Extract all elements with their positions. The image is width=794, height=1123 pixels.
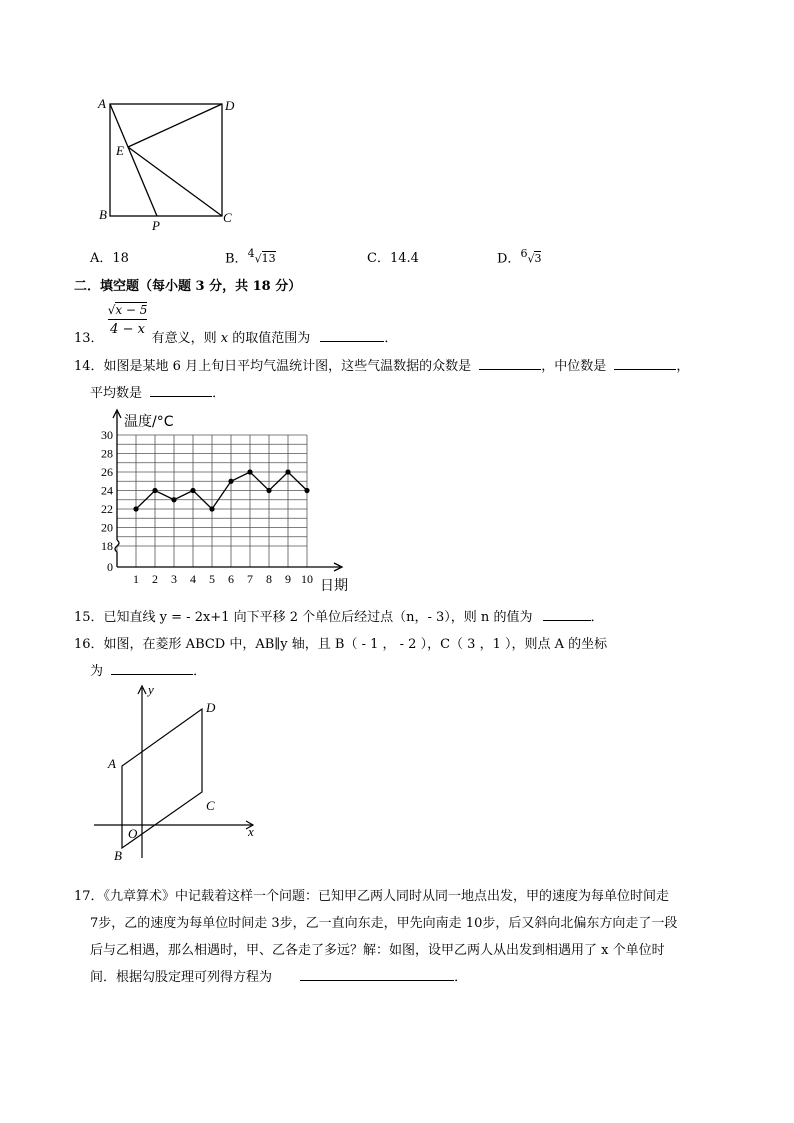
q13-fraction: $\frac{√x - 5}{4 - x}$ [107, 303, 148, 337]
x-tick-label: 8 [266, 572, 272, 586]
q17-end: ． [454, 970, 468, 985]
chart-xlabel: 日期 [320, 578, 348, 594]
question-17-line4 [90, 966, 467, 985]
label-c: C [223, 210, 232, 225]
y-tick-label: 24 [101, 483, 113, 498]
y-tick-label: 30 [101, 428, 113, 442]
question-13 [74, 303, 397, 346]
question-17-line1: 17．《九章算术》中记载着这样一个问题：已知甲乙两人同时从同一地点出发，甲的速度为每单位时间走 [74, 889, 670, 904]
chart-ylabel: 温度/°C [124, 414, 174, 430]
q14-median-blank[interactable] [614, 356, 676, 370]
q15-answer-blank[interactable] [543, 607, 591, 621]
option-b: B．$^4$√13 [225, 247, 276, 267]
data-point [285, 469, 290, 474]
question-17-line2: 7步，乙的速度为每单位时间走 3步，乙一直向东走，甲先向南走 10步，后又斜向北偏东方向走了一段 [90, 916, 678, 931]
square-abcd [110, 104, 222, 216]
x-tick-label: 9 [285, 572, 291, 586]
q13-numerator: x − 5 [115, 303, 148, 317]
q13-answer-blank[interactable] [320, 328, 384, 342]
q14-text1: 如图是某地 6 月上旬日平均气温统计图，这些气温数据的众数是 [103, 359, 472, 374]
label-d: D [225, 98, 235, 113]
option-d-radicand: 3 [534, 252, 542, 266]
label-b: B [99, 207, 107, 222]
q17-text: 间．根据勾股定理可列得方程为 [90, 970, 273, 985]
q14-mode-blank[interactable] [479, 356, 541, 370]
q13-denominator: 4 − x [108, 319, 148, 337]
option-d-coef: 6 [520, 247, 528, 260]
q13-number: 13． [74, 331, 104, 346]
x-tick-label: 4 [190, 572, 196, 586]
label-a: A [98, 96, 106, 111]
data-point [247, 469, 252, 474]
data-point [304, 488, 309, 493]
segment-ap [110, 104, 157, 216]
x-tick-label: 2 [152, 572, 158, 586]
rhombus-label-a: A [108, 756, 116, 771]
data-point [190, 488, 195, 493]
rhombus-label-c: C [206, 798, 215, 813]
origin-label: O [128, 826, 138, 841]
data-point [209, 506, 214, 511]
option-a: A．18 [90, 251, 129, 266]
q14-text4: 平均数是 [90, 386, 143, 401]
option-b-coef: 4 [247, 247, 255, 260]
q17-answer-blank[interactable] [300, 967, 454, 981]
square-figure [90, 92, 250, 234]
q16-prefix: 为 [90, 664, 104, 679]
q15-text: 15．已知直线 y = - 2x+1 向下平移 2 个单位后经过点（n，- 3），则 n 的值为 [74, 610, 533, 625]
data-point [152, 488, 157, 493]
label-p: P [152, 218, 160, 233]
label-e: E [116, 143, 124, 158]
q15-end: ． [590, 610, 604, 625]
x-tick-label: 1 [133, 572, 139, 586]
y-tick-label: 28 [101, 446, 113, 461]
y-axis-label: y [148, 682, 154, 697]
data-point [171, 497, 176, 502]
y-tick-label: 18 [101, 539, 113, 553]
q16-answer-blank[interactable] [111, 661, 193, 675]
question-16-line1: 16．如图，在菱形 ABCD 中，AB∥y 轴，且 B（ - 1 ， - 2 ），C（ 3 ，1 ），则点 A 的坐标 [74, 637, 608, 652]
y-tick-label: 20 [101, 520, 113, 535]
x-tick-label: 6 [228, 572, 234, 586]
x-axis-label: x [248, 824, 254, 839]
data-point [133, 506, 138, 511]
q14-end: ． [212, 386, 226, 401]
question-14-line1 [74, 355, 689, 374]
x-tick-label: 10 [301, 572, 313, 586]
data-point [228, 479, 233, 484]
option-d-prefix: D． [497, 251, 521, 267]
q14-mean-blank[interactable] [150, 383, 212, 397]
rhombus-label-d: D [206, 700, 216, 715]
option-d: D．$^6$√3 [497, 247, 542, 267]
x-tick-label: 5 [209, 572, 215, 586]
option-b-prefix: B． [225, 251, 248, 267]
y-tick-label: 22 [101, 502, 113, 516]
section-title: 二．填空题（每小题 3 分，共 18 分） [74, 279, 302, 294]
q13-variable: x [220, 331, 229, 346]
rhombus-label-b: B [114, 848, 122, 863]
q13-end: ． [384, 331, 398, 346]
y-tick-label: 26 [101, 465, 113, 479]
q13-text-b: 的取值范围为 [232, 331, 311, 346]
option-c: C．14.4 [367, 251, 419, 266]
y-tick-label: 0 [107, 560, 113, 574]
question-16-line2 [90, 660, 206, 679]
q13-text-a: 有意义，则 [151, 331, 217, 346]
q14-text3: ， [676, 359, 690, 374]
q14-number: 14． [74, 359, 104, 374]
question-15 [74, 606, 604, 625]
rhombus-figure [90, 682, 270, 864]
temperature-line-chart [90, 404, 360, 596]
question-17-line3: 后与乙相遇，那么相遇时，甲、乙各走了多远？解：如图，设甲乙两人从出发到相遇用了 x 个单位时 [90, 943, 665, 958]
q14-text2: ，中位数是 [541, 359, 607, 374]
q16-end: ． [193, 664, 207, 679]
question-14-line2 [90, 382, 225, 401]
segment-ed [128, 104, 222, 147]
option-b-radicand: 13 [261, 252, 276, 266]
data-point [266, 488, 271, 493]
x-tick-label: 3 [171, 572, 177, 586]
x-tick-label: 7 [247, 572, 253, 586]
